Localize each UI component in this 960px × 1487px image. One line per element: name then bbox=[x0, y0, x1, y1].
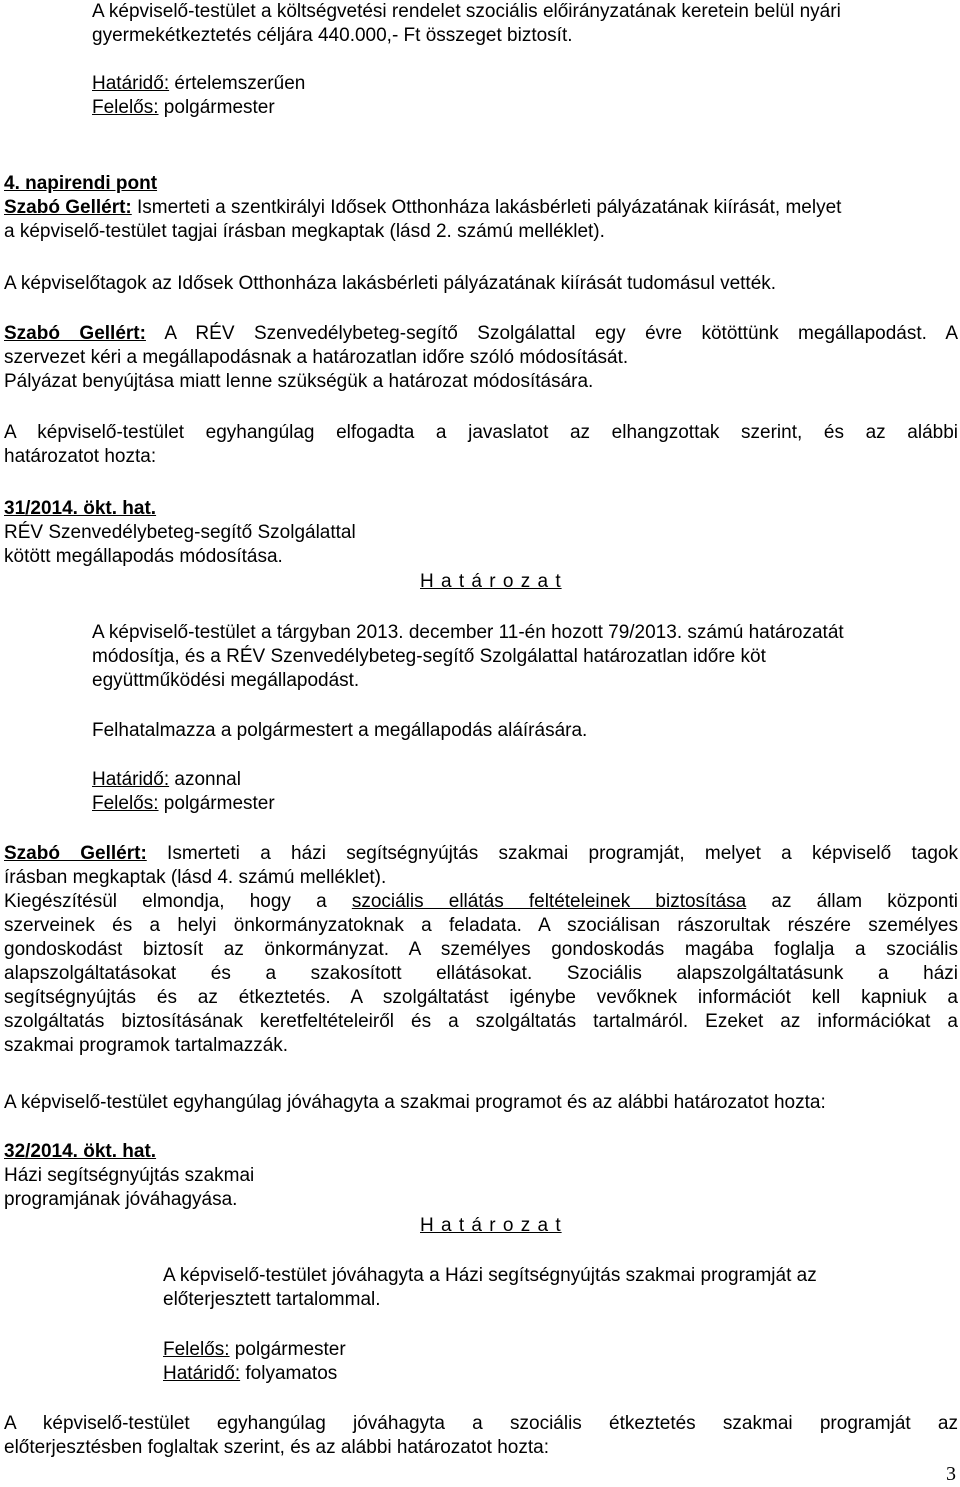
responsible-value: polgármester bbox=[158, 97, 275, 118]
deadline-label: Határidő: bbox=[92, 769, 170, 790]
text-line: előterjesztett tartalommal. bbox=[163, 1289, 381, 1310]
authorization-line: Felhatalmazza a polgármestert a megállapodás aláírására. bbox=[92, 720, 588, 741]
agenda-item-heading bbox=[4, 172, 958, 196]
text-line: A képviselő-testület jóváhagyta a Házi segítségnyújtás szakmai programját az bbox=[163, 1265, 817, 1286]
text-line: Kiegészítésül elmondja, hogy a szociális ellátás feltételeinek biztosítása az állam központi bbox=[4, 891, 958, 912]
text-line: A képviselő-testület egyhangúlag elfogadta a javaslatot az elhangzottak szerint, és az alábbi bbox=[4, 422, 958, 443]
text-line: A képviselő-testület a tárgyban 2013. december 11-én hozott 79/2013. számú határozatát bbox=[92, 622, 844, 643]
text-line: Házi segítségnyújtás szakmai bbox=[4, 1165, 255, 1186]
text-line: RÉV Szenvedélybeteg-segítő Szolgálattal bbox=[4, 522, 356, 543]
responsible-label: Felelős: bbox=[163, 1339, 230, 1360]
text-line: gyermekétkeztetés céljára 440.000,- Ft összeget biztosít. bbox=[92, 25, 573, 46]
vote-paragraph bbox=[4, 1412, 958, 1460]
vote-paragraph: A képviselő-testület egyhangúlag jóváhagyta a szakmai programot és az alábbi határozatot hozta: bbox=[4, 1092, 826, 1113]
text-line: Pályázat benyújtása miatt lenne szükségük a határozat módosítására. bbox=[4, 371, 594, 392]
speaker-paragraph bbox=[4, 196, 958, 244]
text-line: szolgáltatás biztosításának keretfeltételeiről és a szolgáltatás tartalmáról. Ezeket az információkat a bbox=[4, 1011, 958, 1032]
text-line: szerveinek és a helyi önkormányzatoknak a feladata. A szociálisan rászorultak részére személyes bbox=[4, 915, 958, 936]
resolution-subject bbox=[4, 1164, 958, 1212]
resolution-number: 32/2014. ökt. hat. bbox=[4, 1141, 157, 1162]
responsible-value: polgármester bbox=[158, 793, 275, 814]
text-line: Ismerteti a szentkirályi Idősek Otthonháza lakásbérleti pályázatának kiírását, melyet bbox=[131, 197, 842, 218]
responsible-label: Felelős: bbox=[92, 97, 159, 118]
speaker-name: Szabó Gellért: bbox=[4, 197, 132, 218]
text-line: alapszolgáltatásokat és a szakosított ellátásokat. Szociális alapszolgáltatásunk a házi bbox=[4, 963, 958, 984]
resolution-body bbox=[163, 1264, 943, 1312]
speaker-name: Szabó Gellért: bbox=[4, 843, 147, 864]
deadline-value: értelemszerűen bbox=[169, 73, 306, 94]
speaker-paragraph bbox=[4, 322, 958, 394]
responsible-line bbox=[92, 792, 954, 816]
deadline-line bbox=[163, 1362, 943, 1386]
deadline-line bbox=[92, 72, 954, 96]
responsible-value: polgármester bbox=[229, 1339, 346, 1360]
vote-paragraph bbox=[4, 421, 958, 469]
deadline-value: folyamatos bbox=[240, 1363, 338, 1384]
underlined-phrase: szociális ellátás feltételeinek biztosítása bbox=[351, 891, 747, 912]
resolution-body bbox=[92, 621, 954, 693]
text-line: gondoskodást biztosít az önkormányzat. A személyes gondoskodás magába foglalja a szociális bbox=[4, 939, 958, 960]
text-line: módosítja, és a RÉV Szenvedélybeteg-segítő Szolgálattal határozatlan időre köt bbox=[92, 646, 766, 667]
text-line: szervezet kéri a megállapodásnak a határozatlan időre szóló módosítását. bbox=[4, 347, 629, 368]
text-line: Ismerteti a házi segítségnyújtás szakmai programját, melyet a képviselő tagok bbox=[146, 843, 958, 864]
deadline-label: Határidő: bbox=[92, 73, 170, 94]
noted-paragraph: A képviselőtagok az Idősek Otthonháza lakásbérleti pályázatának kiírását tudomásul vették. bbox=[4, 273, 777, 294]
resolution-number: 31/2014. ökt. hat. bbox=[4, 498, 157, 519]
deadline-line bbox=[92, 768, 954, 792]
agenda-item-title: 4. napirendi pont bbox=[4, 173, 158, 194]
page-number: 3 bbox=[946, 1463, 956, 1485]
resolution-subject bbox=[4, 521, 958, 569]
text-line: határozatot hozta: bbox=[4, 446, 157, 467]
responsible-label: Felelős: bbox=[92, 793, 159, 814]
deadline-label: Határidő: bbox=[163, 1363, 241, 1384]
text-line: előterjesztésben foglaltak szerint, és az alábbi határozatot hozta: bbox=[4, 1437, 549, 1458]
resolution-heading: H a t á r o z a t bbox=[420, 571, 562, 592]
text-line: A képviselő-testület a költségvetési rendelet szociális előirányzatának keretein belül nyári bbox=[92, 1, 841, 22]
speaker-name: Szabó Gellért: bbox=[4, 323, 146, 344]
text-line: segítségnyújtás és az étkeztetés. A szolgáltatást igénybe vevőknek információt kell kapniuk a bbox=[4, 987, 958, 1008]
text-line: kötött megállapodás módosítása. bbox=[4, 546, 283, 567]
text-line: írásban megkaptak (lásd 4. számú melléklet). bbox=[4, 867, 387, 888]
text-line: A képviselő-testület egyhangúlag jóváhagyta a szociális étkeztetés szakmai programját az bbox=[4, 1413, 958, 1434]
resolution-heading: H a t á r o z a t bbox=[420, 1215, 562, 1236]
responsible-line bbox=[163, 1338, 943, 1362]
deadline-value: azonnal bbox=[169, 769, 241, 790]
text-line: a képviselő-testület tagjai írásban megkaptak (lásd 2. számú melléklet). bbox=[4, 221, 605, 242]
budget-paragraph bbox=[92, 0, 954, 48]
text-line: A RÉV Szenvedélybeteg-segítő Szolgálattal egy évre kötöttünk megállapodást. A bbox=[145, 323, 958, 344]
text-line: szakmai programok tartalmazzák. bbox=[4, 1035, 289, 1056]
text-line: programjának jóváhagyása. bbox=[4, 1189, 238, 1210]
text-line: együttműködési megállapodást. bbox=[92, 670, 360, 691]
speaker-paragraph bbox=[4, 842, 958, 1058]
responsible-line bbox=[92, 96, 954, 120]
